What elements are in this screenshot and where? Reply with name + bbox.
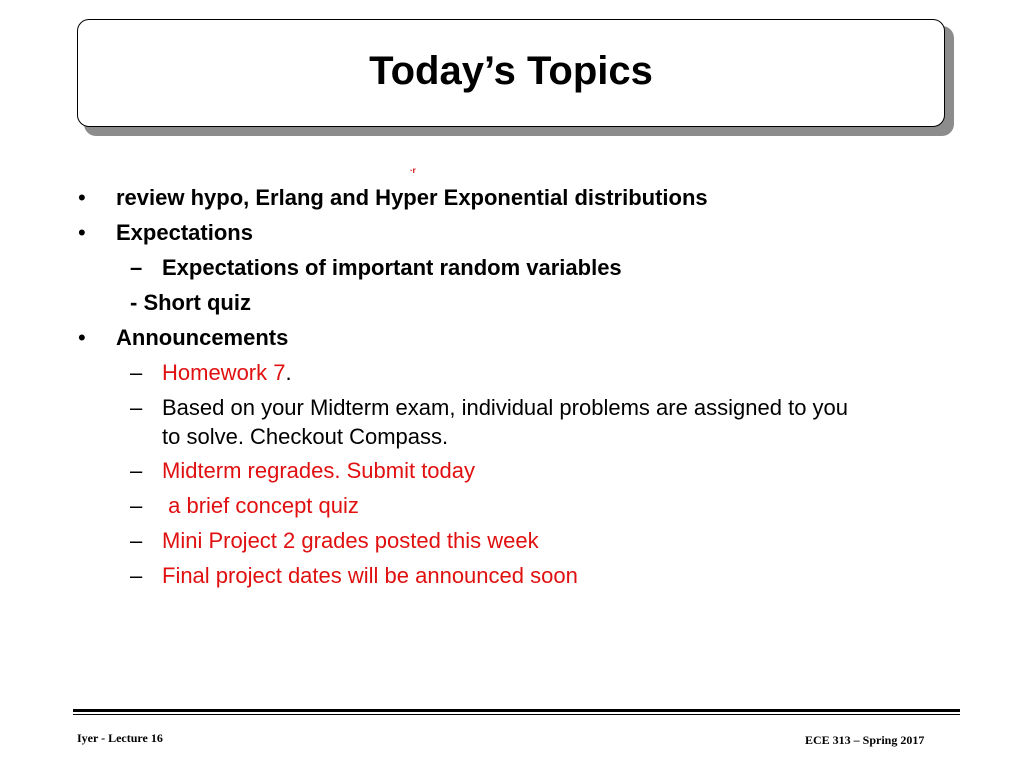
dash-icon: – <box>130 395 143 420</box>
list-item: review hypo, Erlang and Hyper Exponential distributions <box>116 185 708 210</box>
list-item: Midterm regrades. Submit today <box>162 458 476 483</box>
list-item: Announcements <box>116 325 289 350</box>
footer-divider-thick <box>73 709 960 712</box>
list-item-continuation: to solve. Checkout Compass. <box>162 424 449 449</box>
slide-title: Today’s Topics <box>369 48 653 93</box>
bullet-icon: • <box>78 185 86 210</box>
list-item: Final project dates will be announced soon <box>162 563 578 588</box>
stray-mark: ·r <box>410 166 416 175</box>
list-item: Expectations of important random variables <box>162 255 622 280</box>
title-box <box>77 19 945 127</box>
dash-icon: – <box>130 255 143 280</box>
list-item: Based on your Midterm exam, individual problems are assigned to you <box>162 395 849 420</box>
bullet-icon: • <box>78 220 86 245</box>
dash-icon: – <box>130 493 143 518</box>
dash-icon: – <box>130 360 143 385</box>
dash-icon: – <box>130 563 143 588</box>
list-item: - Short quiz <box>130 290 251 315</box>
list-item: Mini Project 2 grades posted this week <box>162 528 539 553</box>
list-item <box>162 360 292 386</box>
footer-course-label: ECE 313 – Spring 2017 <box>805 733 925 747</box>
dash-icon: – <box>130 528 143 553</box>
footer-lecture-label: Iyer - Lecture 16 <box>77 731 163 745</box>
list-item: Expectations <box>116 220 253 245</box>
footer-divider-thin <box>73 714 960 715</box>
bullet-icon: • <box>78 325 86 350</box>
period-text: . <box>285 360 292 385</box>
homework-link-text: Homework 7 <box>162 360 286 385</box>
list-item: a brief concept quiz <box>162 493 359 518</box>
dash-icon: – <box>130 458 143 483</box>
